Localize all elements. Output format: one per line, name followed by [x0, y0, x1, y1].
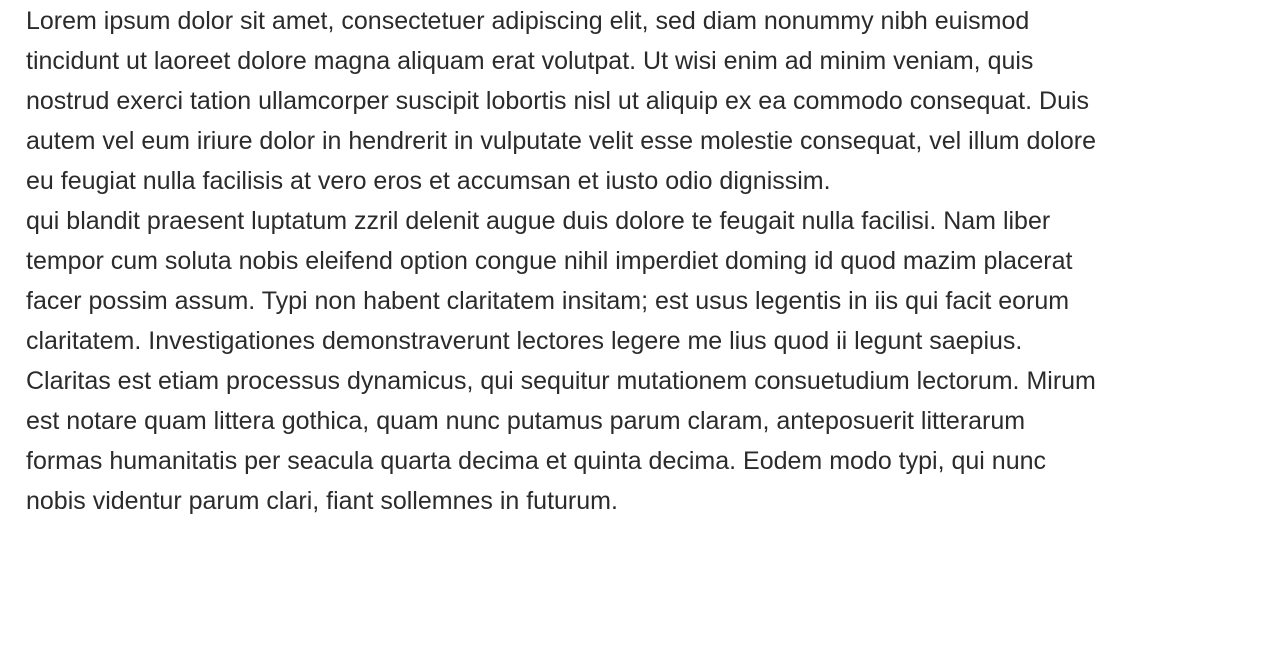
- text-line: facer possim assum. Typi non habent claritatem insitam; est usus legentis in iis qui facit eorum: [26, 287, 1070, 315]
- text-line: formas humanitatis per seacula quarta decima et quinta decima. Eodem modo typi, qui nunc: [26, 447, 1046, 475]
- body-text: [26, 0, 1248, 521]
- text-line: Lorem ipsum dolor sit amet, consectetuer adipiscing elit, sed diam nonummy nibh euismod: [26, 7, 1030, 35]
- text-line: nobis videntur parum clari, fiant sollemnes in futurum.: [26, 487, 618, 515]
- text-line: nostrud exerci tation ullamcorper suscipit lobortis nisl ut aliquip ex ea commodo consequat. Duis: [26, 87, 1090, 115]
- text-line: eu feugiat nulla facilisis at vero eros et accumsan et iusto odio dignissim.: [26, 167, 831, 195]
- text-line: tincidunt ut laoreet dolore magna aliquam erat volutpat. Ut wisi enim ad minim veniam, quis: [26, 47, 1034, 75]
- text-line: qui blandit praesent luptatum zzril delenit augue duis dolore te feugait nulla facilisi. Nam liber: [26, 207, 1051, 235]
- text-line: autem vel eum iriure dolor in hendrerit in vulputate velit esse molestie consequat, vel illum dolore: [26, 127, 1096, 155]
- text-line: claritatem. Investigationes demonstraverunt lectores legere me lius quod ii legunt saepius.: [26, 327, 1023, 355]
- text-line: Claritas est etiam processus dynamicus, qui sequitur mutationem consuetudium lectorum. Mirum: [26, 367, 1096, 395]
- text-line: est notare quam littera gothica, quam nunc putamus parum claram, anteposuerit litterarum: [26, 407, 1026, 435]
- text-line: tempor cum soluta nobis eleifend option congue nihil imperdiet doming id quod mazim placerat: [26, 247, 1073, 275]
